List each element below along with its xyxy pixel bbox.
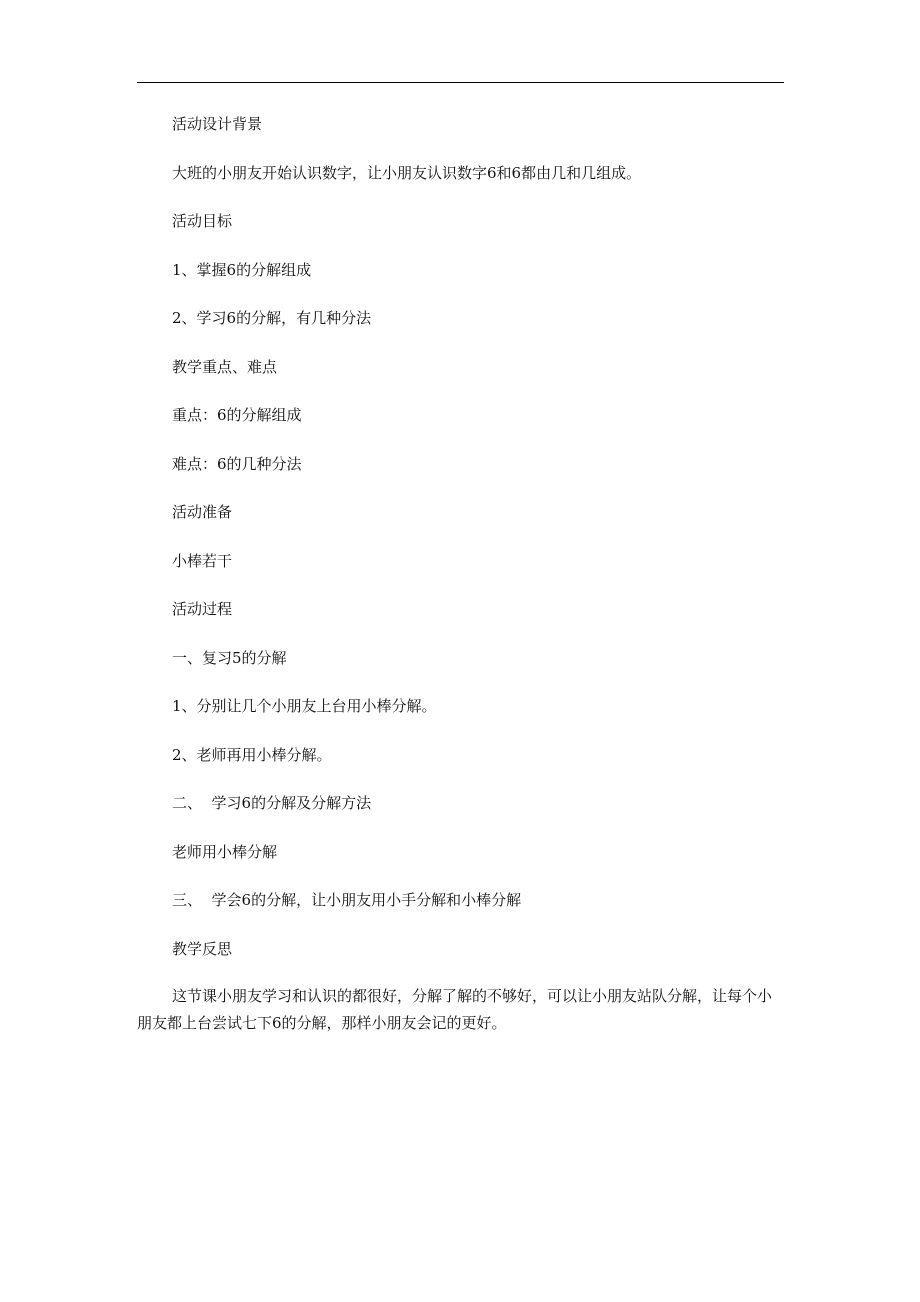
- heading-process: 活动过程: [172, 600, 233, 618]
- document-body: [137, 112, 784, 1062]
- key-point: 重点：6的分解组成: [172, 406, 302, 424]
- heading-goals: 活动目标: [172, 212, 233, 230]
- heading-reflection: 教学反思: [172, 939, 233, 958]
- paragraph-background: 大班的小朋友开始认识数字，让小朋友认识数字6和6都由几和几组成。: [172, 163, 642, 182]
- goal-item-1: 1、掌握6的分解组成: [172, 260, 312, 279]
- paragraph-reflection: 这节课小朋友学习和认识的都很好，分解了解的不够好，可以让小朋友站队分解，让每个小朋友都上台尝试七下6的分解，那样小朋友会记的更好。: [137, 987, 773, 1032]
- process-step-3: 三、 学会6的分解，让小朋友用小手分解和小棒分解: [172, 891, 522, 909]
- header-rule: [137, 82, 784, 83]
- process-step-2-sub: 老师用小棒分解: [172, 842, 278, 861]
- heading-background: 活动设计背景: [172, 115, 263, 133]
- difficult-point: 难点：6的几种分法: [172, 454, 302, 473]
- heading-key-points: 教学重点、难点: [172, 357, 278, 376]
- process-step-1: 一、复习5的分解: [172, 648, 287, 667]
- process-step-1-sub-2: 2、老师再用小棒分解。: [172, 745, 332, 764]
- heading-preparation: 活动准备: [172, 503, 233, 521]
- preparation-item: 小棒若干: [172, 551, 233, 570]
- process-step-1-sub-1: 1、分别让几个小朋友上台用小棒分解。: [172, 697, 437, 715]
- process-step-2: 二、 学习6的分解及分解方法: [172, 794, 372, 812]
- goal-item-2: 2、学习6的分解，有几种分法: [172, 309, 372, 327]
